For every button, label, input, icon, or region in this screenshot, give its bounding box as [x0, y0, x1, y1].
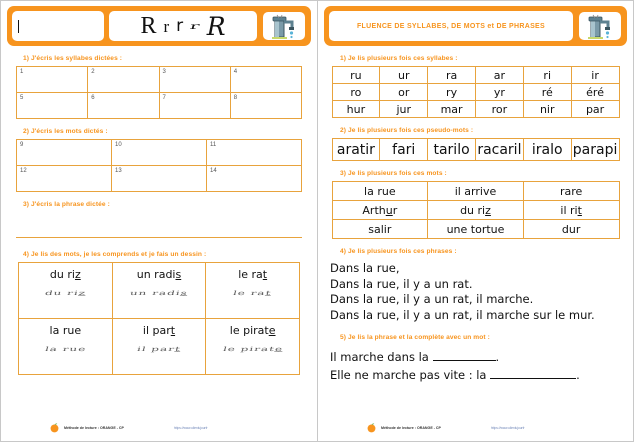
table-row — [17, 93, 302, 119]
syllable-cell[interactable]: ru — [332, 67, 380, 84]
sentence-line: Dans la rue, il y a un rat, il marche. — [330, 292, 534, 306]
faucet-icon — [578, 11, 622, 41]
word-print: un radis — [136, 268, 182, 281]
right-page-header-band — [324, 6, 627, 46]
word-cell[interactable]: il rit — [523, 201, 619, 220]
footer-text: Méthode de lecture : ORANGE - CP — [64, 425, 124, 430]
table-row — [332, 182, 619, 201]
word-cell[interactable]: salir — [332, 220, 428, 239]
table-cell[interactable]: 10 — [112, 140, 207, 166]
syllable-cell[interactable]: nir — [523, 101, 571, 118]
section2-heading: 2) J'écris les mots dictés : — [23, 128, 108, 135]
table-row — [19, 263, 300, 319]
table-row — [17, 67, 302, 93]
word-cell[interactable]: il arrive — [428, 182, 524, 201]
sentence-dictation-line[interactable] — [16, 212, 302, 238]
syllable-cell[interactable]: or — [380, 84, 428, 101]
drawing-cell[interactable] — [19, 319, 113, 375]
word-cursive: la rue — [43, 345, 87, 353]
syllable-dictation-grid — [16, 66, 302, 119]
table-cell[interactable]: 13 — [112, 166, 207, 192]
word-cell[interactable]: du riz — [428, 201, 524, 220]
footer-url[interactable]: https://www.ulienlujourfr — [173, 425, 208, 430]
pseudo-word-cell[interactable]: iralo — [523, 139, 571, 161]
word-print: du riz — [49, 268, 81, 281]
pseudo-word-cell[interactable]: parapi — [571, 139, 619, 161]
sentence-line: Dans la rue, il y a un rat. — [330, 276, 473, 291]
table-cell[interactable]: 9 — [17, 140, 112, 166]
footer-url[interactable]: https://www.ulienlujourfr — [490, 425, 525, 430]
orange-fruit-icon — [366, 422, 377, 433]
table-cell[interactable]: 6 — [88, 93, 159, 119]
table-cell[interactable]: 2 — [88, 67, 159, 93]
table-row — [17, 140, 302, 166]
pseudo-words-table — [332, 138, 620, 161]
section4-heading: 4) Je lis des mots, je les comprends et je fais un dessin : — [23, 251, 207, 258]
pseudo-word-cell[interactable]: fari — [380, 139, 428, 161]
fill-in-line — [330, 348, 633, 366]
syllable-cell[interactable]: ar — [475, 67, 523, 84]
word-cell[interactable]: la rue — [332, 182, 428, 201]
right-page-footer — [318, 422, 633, 433]
syllable-cell[interactable]: yr — [475, 84, 523, 101]
drawing-cell[interactable] — [19, 263, 113, 319]
table-row — [332, 220, 619, 239]
syllable-cell[interactable]: ré — [523, 84, 571, 101]
word-cursive: le rat — [232, 289, 273, 297]
table-cell[interactable]: 1 — [17, 67, 88, 93]
syllable-cell[interactable]: mar — [428, 101, 476, 118]
fluency-section1-heading: 1) Je lis plusieurs fois ces syllabes : — [340, 55, 458, 62]
words-table — [332, 181, 620, 239]
sentence-line: Dans la rue, il y a un rat, il marche sur le mur. — [330, 307, 595, 322]
word-cell[interactable]: dur — [523, 220, 619, 239]
word-drawing-grid — [18, 262, 300, 375]
left-page-footer — [1, 422, 317, 433]
fill-in-blank[interactable] — [433, 360, 496, 361]
left-page-header-band — [7, 6, 311, 46]
fill-in-line — [330, 366, 633, 384]
text-caret — [18, 20, 19, 33]
fill-in-prompt: Elle ne marche pas vite : la — [330, 368, 487, 382]
word-print: la rue — [49, 324, 82, 337]
syllable-cell[interactable]: ra — [428, 67, 476, 84]
pseudo-word-cell[interactable]: tarilo — [428, 139, 476, 161]
faucet-icon — [262, 11, 306, 41]
fill-in-period: . — [495, 350, 500, 364]
table-row — [332, 201, 619, 220]
fill-in-period: . — [576, 368, 580, 382]
table-cell[interactable]: 14 — [207, 166, 302, 192]
letter-capital-cursive: R — [206, 11, 226, 41]
word-cursive: du riz — [43, 289, 87, 297]
drawing-cell[interactable] — [206, 263, 300, 319]
word-print: le pirate — [229, 324, 276, 337]
table-cell[interactable]: 12 — [17, 166, 112, 192]
table-cell[interactable]: 5 — [17, 93, 88, 119]
faucet-icon-svg — [582, 13, 618, 39]
word-cursive: le pirate — [221, 345, 284, 353]
drawing-cell[interactable] — [112, 263, 206, 319]
word-dictation-grid — [16, 139, 302, 192]
word-print: il part — [142, 324, 176, 337]
syllable-cell[interactable]: ro — [332, 84, 380, 101]
syllable-cell[interactable]: ry — [428, 84, 476, 101]
word-cell[interactable]: une tortue — [428, 220, 524, 239]
syllable-cell[interactable]: jur — [380, 101, 428, 118]
syllables-table — [332, 66, 620, 118]
table-cell[interactable]: 8 — [230, 93, 301, 119]
sentence-line: Dans la rue, — [330, 261, 400, 275]
section3-heading: 3) J'écris la phrase dictée : — [23, 201, 110, 208]
pseudo-word-cell[interactable]: racaril — [475, 139, 523, 161]
right-worksheet-page — [317, 0, 634, 442]
drawing-cell[interactable] — [206, 319, 300, 375]
student-name-input[interactable] — [12, 11, 104, 41]
sentences-block — [330, 261, 633, 323]
pseudo-word-cell[interactable]: aratir — [332, 139, 380, 161]
word-print: le rat — [238, 268, 268, 281]
syllable-cell[interactable]: ur — [380, 67, 428, 84]
fluency-section3-heading: 3) Je lis plusieurs fois ces mots : — [340, 170, 447, 177]
table-cell[interactable]: 7 — [159, 93, 230, 119]
syllable-cell[interactable]: ir — [571, 67, 619, 84]
letter-lower-cursive: r — [188, 20, 201, 32]
word-cursive: un radis — [129, 289, 189, 297]
drawing-cell[interactable] — [112, 319, 206, 375]
syllable-cell[interactable]: ri — [523, 67, 571, 84]
section1-heading: 1) J'écris les syllabes dictées : — [23, 55, 123, 62]
left-worksheet-page — [0, 0, 317, 442]
fill-in-block — [330, 348, 633, 384]
faucet-icon-svg — [266, 13, 302, 39]
syllable-cell[interactable]: par — [571, 101, 619, 118]
syllable-cell[interactable]: éré — [571, 84, 619, 101]
orange-fruit-icon — [49, 422, 60, 433]
page-title: FLUENCE DE SYLLABES, DE MOTS et DE PHRASES — [329, 11, 573, 41]
table-row — [19, 319, 300, 375]
footer-text: Méthode de lecture : ORANGE - CP — [381, 425, 441, 430]
syllable-cell[interactable]: hur — [332, 101, 380, 118]
table-cell[interactable]: 3 — [159, 67, 230, 93]
fluency-section5-heading: 5) Je lis la phrase et la complète avec un mot : — [340, 334, 490, 341]
fill-in-blank[interactable] — [490, 378, 576, 379]
letter-capital-serif: R — [140, 13, 157, 39]
letter-lower-sans: r — [176, 15, 184, 36]
table-cell[interactable]: 11 — [207, 140, 302, 166]
table-cell[interactable]: 4 — [230, 67, 301, 93]
letter-lower-serif: r — [163, 16, 170, 36]
table-row — [332, 139, 619, 161]
word-cell[interactable]: Arthur — [332, 201, 428, 220]
word-cell[interactable]: rare — [523, 182, 619, 201]
table-row — [332, 67, 619, 84]
fill-in-prompt: Il marche dans la — [330, 350, 429, 364]
syllable-cell[interactable]: ror — [475, 101, 523, 118]
fluency-section4-heading: 4) Je lis plusieurs fois ces phrases : — [340, 248, 457, 255]
word-cursive: il part — [136, 345, 182, 353]
table-row — [332, 101, 619, 118]
table-row — [332, 84, 619, 101]
letter-display-box — [109, 11, 257, 41]
table-row — [17, 166, 302, 192]
fluency-section2-heading: 2) Je lis plusieurs fois ces pseudo-mots : — [340, 127, 474, 134]
